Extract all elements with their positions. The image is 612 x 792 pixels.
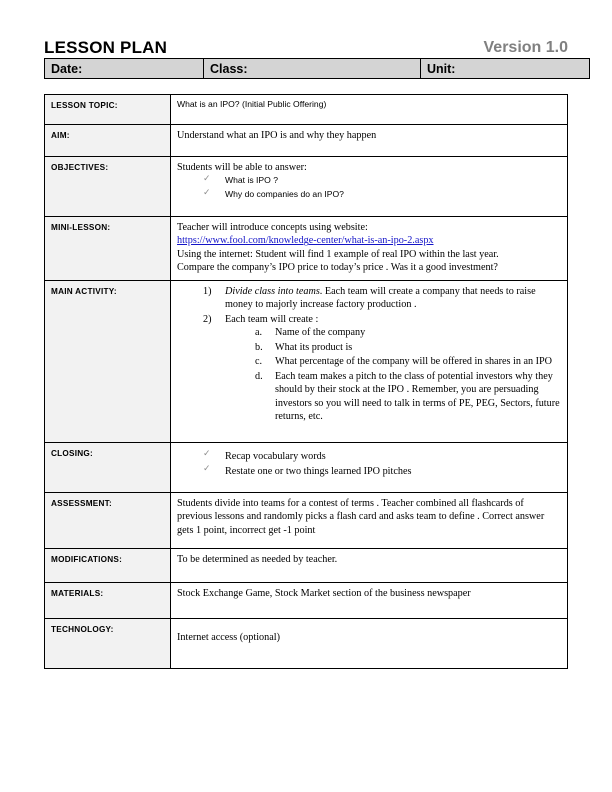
list-item: What its product is bbox=[275, 341, 353, 353]
unit-field[interactable]: Unit: bbox=[421, 59, 590, 79]
table-row-materials bbox=[45, 583, 568, 619]
table-row bbox=[45, 59, 590, 79]
version-label: Version 1.0 bbox=[483, 39, 568, 56]
table-row-modifications bbox=[45, 549, 568, 583]
website-link[interactable]: https://www.fool.com/knowledge-center/what-is-an-ipo-2.aspx bbox=[177, 235, 434, 247]
check-bullet-icon: ✓ bbox=[203, 187, 211, 198]
table-row-assessment bbox=[45, 493, 568, 549]
label-technology: TECHNOLOGY: bbox=[45, 619, 171, 669]
table-row-mini-lesson bbox=[45, 217, 568, 281]
closing-list bbox=[177, 450, 561, 479]
date-field[interactable]: Date: bbox=[45, 59, 204, 79]
label-modifications: MODIFICATIONS: bbox=[45, 549, 171, 583]
label-materials: MATERIALS: bbox=[45, 583, 171, 619]
label-aim: AIM: bbox=[45, 125, 171, 157]
content-lesson-topic[interactable]: What is an IPO? (Initial Public Offering) bbox=[171, 95, 568, 125]
check-bullet-icon: ✓ bbox=[203, 449, 211, 459]
activity-item-2-label: Each team will create : bbox=[225, 313, 319, 325]
mini-lesson-line-3: Compare the company’s IPO price to today’s price . Was it a good investment? bbox=[177, 262, 498, 274]
content-mini-lesson[interactable] bbox=[171, 217, 568, 281]
header-fields-table bbox=[44, 58, 590, 79]
label-main-activity: MAIN ACTIVITY: bbox=[45, 281, 171, 443]
list-item bbox=[203, 175, 561, 186]
label-objectives: OBJECTIVES: bbox=[45, 157, 171, 217]
list-item-label: Recap vocabulary words bbox=[225, 451, 326, 462]
table-row-closing bbox=[45, 443, 568, 493]
activity-item-1-rest: . Each team will create a company that needs to raise money to majorly increase factory production . bbox=[225, 286, 536, 311]
list-item-label: Restate one or two things learned IPO pitches bbox=[225, 466, 412, 478]
list-item-label: What is IPO ? bbox=[225, 175, 279, 186]
list-item: Each team makes a pitch to the class of potential investors why they should by their stock at the IPO . Remember, you are persuading investors so you will need to talk in terms of PE, PEG, Sectors, future returns, etc. bbox=[275, 370, 560, 423]
mini-lesson-link-line bbox=[177, 234, 561, 247]
list-item: Name of the company bbox=[275, 327, 366, 339]
table-row-objectives bbox=[45, 157, 568, 217]
content-closing[interactable] bbox=[171, 443, 568, 493]
document-header bbox=[44, 32, 568, 56]
list-item bbox=[203, 285, 561, 312]
list-item bbox=[203, 313, 561, 424]
main-activity-list bbox=[177, 285, 561, 424]
list-item bbox=[203, 189, 561, 200]
objectives-list bbox=[177, 175, 561, 200]
content-materials[interactable]: Stock Exchange Game, Stock Market section of the business newspaper bbox=[171, 583, 568, 619]
content-modifications[interactable]: To be determined as needed by teacher. bbox=[171, 549, 568, 583]
table-row-aim bbox=[45, 125, 568, 157]
list-item-label: Why do companies do an IPO? bbox=[225, 188, 344, 199]
content-assessment[interactable]: Students divide into teams for a contest of terms . Teacher combined all flashcards of previous lessons and randomly picks a flash card and asks team to define . Correct answer gets 1 point, incorrect get -1 point bbox=[171, 493, 568, 549]
content-objectives[interactable] bbox=[171, 157, 568, 217]
label-mini-lesson: MINI-LESSON: bbox=[45, 217, 171, 281]
list-item bbox=[203, 450, 561, 463]
content-technology[interactable]: Internet access (optional) bbox=[171, 619, 568, 669]
main-activity-sublist bbox=[225, 326, 561, 423]
mini-lesson-line-1: Teacher will introduce concepts using website: bbox=[177, 222, 368, 233]
list-item: What percentage of the company will be offered in shares in an IPO bbox=[275, 356, 553, 368]
table-row-lesson-topic bbox=[45, 95, 568, 125]
table-row-technology bbox=[45, 619, 568, 669]
class-field[interactable]: Class: bbox=[204, 59, 421, 79]
content-main-activity[interactable] bbox=[171, 281, 568, 443]
check-bullet-icon: ✓ bbox=[203, 174, 211, 185]
objectives-intro: Students will be able to answer: bbox=[177, 162, 307, 173]
label-assessment: ASSESSMENT: bbox=[45, 493, 171, 549]
activity-item-1-emphasis: Divide class into teams bbox=[225, 286, 320, 297]
mini-lesson-line-2: Using the internet: Student will find 1 example of real IPO within the last year. bbox=[177, 248, 499, 260]
label-closing: CLOSING: bbox=[45, 443, 171, 493]
check-bullet-icon: ✓ bbox=[203, 464, 211, 475]
content-aim[interactable]: Understand what an IPO is and why they happen bbox=[171, 125, 568, 157]
list-item bbox=[203, 465, 561, 478]
page-title: LESSON PLAN bbox=[44, 38, 168, 57]
table-row-main-activity bbox=[45, 281, 568, 443]
label-lesson-topic: LESSON TOPIC: bbox=[45, 95, 171, 125]
lesson-plan-table bbox=[44, 94, 568, 669]
